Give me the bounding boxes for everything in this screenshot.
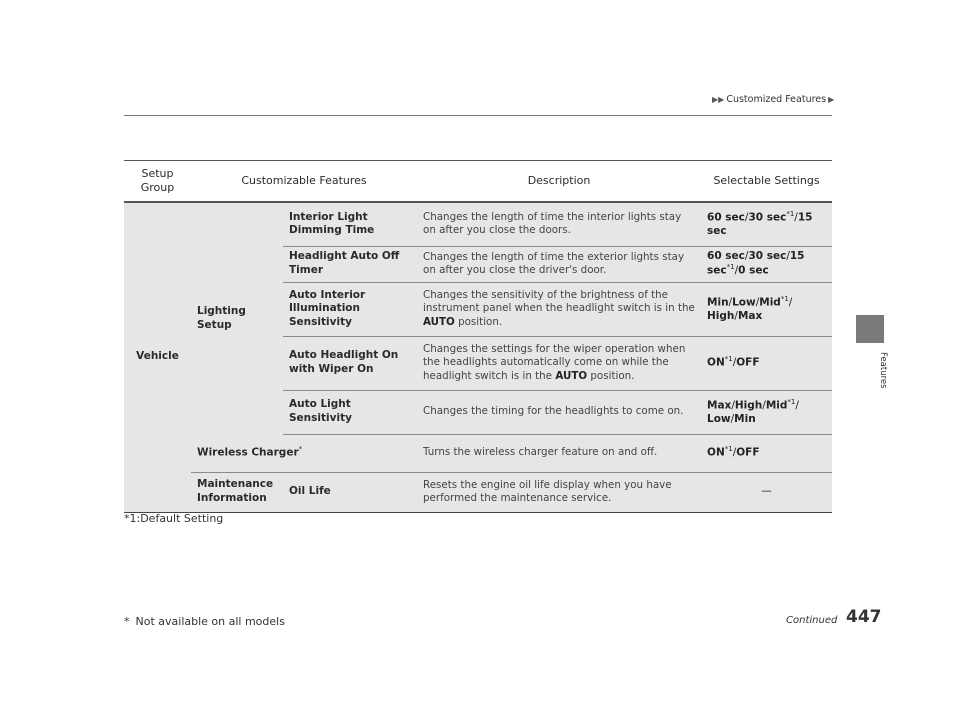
feature-description: Changes the settings for the wiper operation when the headlights automatically come on while the headlight switch is in the AUTO position. xyxy=(417,336,701,390)
section-label: Features xyxy=(878,352,888,389)
table-row xyxy=(124,472,832,512)
selectable-settings: — xyxy=(701,472,832,512)
table-row xyxy=(124,434,832,472)
selectable-settings: 60 sec/30 $\sec^{*1}/15$ sec xyxy=(701,202,832,246)
table-header-row xyxy=(124,161,832,203)
header-setup-group: Setup Group xyxy=(124,161,191,203)
customizable-features-table xyxy=(124,160,832,513)
triangle-right-icon: ▶ xyxy=(828,94,835,104)
page-number: 447 xyxy=(846,607,882,627)
selectable-settings: ON$^{*1}$/OFF xyxy=(701,336,832,390)
group-vehicle: Vehicle xyxy=(124,202,191,512)
feature-description: Changes the length of time the exterior lights stay on after you close the driver's door. xyxy=(417,246,701,282)
triangle-right-icon: ▶▶ xyxy=(712,94,725,104)
breadcrumb xyxy=(712,94,834,105)
feature-name: Auto Light Sensitivity xyxy=(283,390,417,434)
feature-name: Auto Headlight On with Wiper On xyxy=(283,336,417,390)
selectable-settings: Max/High/Mid$^{*1}$/ Low/Min xyxy=(701,390,832,434)
feature-name: Headlight Auto Off Timer xyxy=(283,246,417,282)
feature-name: Oil Life xyxy=(283,472,417,512)
asterisk-mark: * xyxy=(124,615,130,628)
feature-description: Turns the wireless charger feature on and off. xyxy=(417,434,701,472)
availability-note xyxy=(124,615,285,628)
selectable-settings: ON$^{*1}$/OFF xyxy=(701,434,832,472)
header-rule xyxy=(124,115,832,116)
feature-description: Changes the timing for the headlights to come on. xyxy=(417,390,701,434)
availability-note-text: Not available on all models xyxy=(135,615,285,628)
feature-name: Interior Light Dimming Time xyxy=(283,202,417,246)
breadcrumb-label: Customized Features xyxy=(726,94,827,105)
table-row xyxy=(124,202,832,246)
category-lighting-setup: Lighting Setup xyxy=(191,202,283,434)
header-selectable-settings: Selectable Settings xyxy=(701,161,832,203)
section-tab-marker xyxy=(856,315,884,343)
feature-name: Auto Interior Illumination Sensitivity xyxy=(283,282,417,336)
header-customizable-features: Customizable Features xyxy=(191,161,417,203)
feature-description: Resets the engine oil life display when you have performed the maintenance service. xyxy=(417,472,701,512)
continued-label: Continued xyxy=(786,615,838,626)
feature-description: Changes the sensitivity of the brightness of the instrument panel when the headlight switch is in the AUTO position. xyxy=(417,282,701,336)
feature-description: Changes the length of time the interior lights stay on after you close the doors. xyxy=(417,202,701,246)
selectable-settings: Min/Low/Mid$^{*1}$/ High/Max xyxy=(701,282,832,336)
default-setting-footnote: *1:Default Setting xyxy=(124,512,224,525)
header-description: Description xyxy=(417,161,701,203)
category-maintenance-information: Maintenance Information xyxy=(191,472,283,512)
category-wireless-charger: Wireless Charger* xyxy=(191,434,417,472)
selectable-settings: 60 sec/30 sec/15 $\sec^{*1}/0$ sec xyxy=(701,246,832,282)
